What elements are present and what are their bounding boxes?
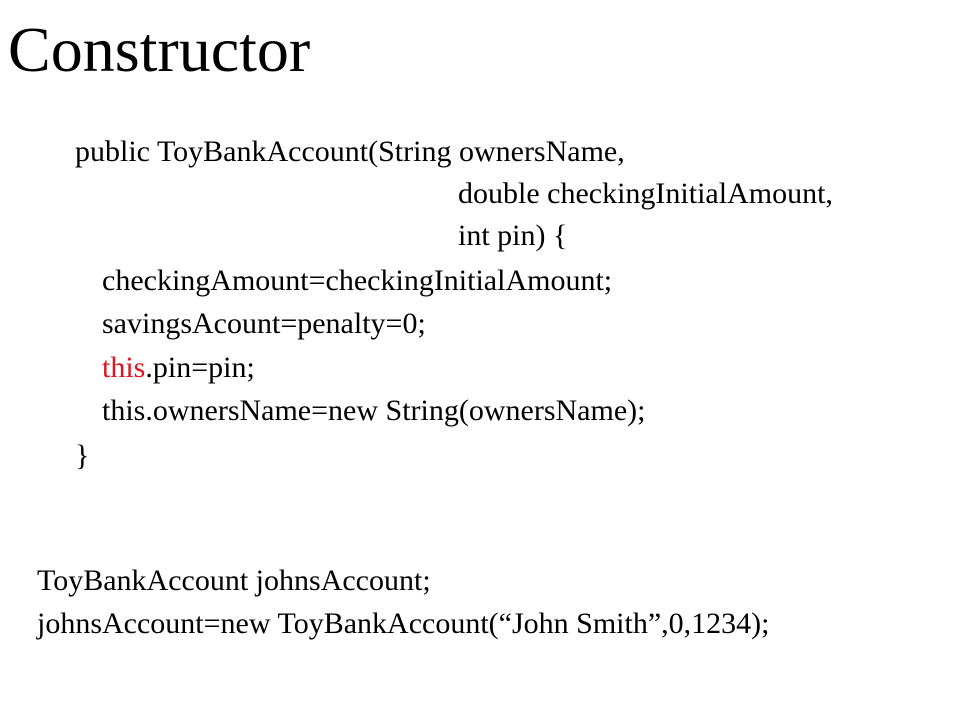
usage-line-instantiation: johnsAccount=new ToyBankAccount(“John Smith”,0,1234); <box>37 607 770 640</box>
code-line-param-pin: int pin) { <box>458 219 568 252</box>
code-line-signature: public ToyBankAccount(String ownersName, <box>75 135 625 168</box>
code-line-closing-brace: } <box>75 439 90 472</box>
code-line-name-assign: this.ownersName=new String(ownersName); <box>102 394 646 427</box>
pin-assign-rest: .pin=pin; <box>145 351 255 384</box>
this-keyword: this <box>102 351 146 384</box>
code-line-savings-assign: savingsAcount=penalty=0; <box>102 307 426 340</box>
code-line-pin-assign <box>102 350 255 386</box>
code-line-checking-assign: checkingAmount=checkingInitialAmount; <box>102 264 613 297</box>
code-line-param-amount: double checkingInitialAmount, <box>458 177 833 210</box>
slide-title: Constructor <box>8 14 311 85</box>
usage-line-declaration: ToyBankAccount johnsAccount; <box>37 564 431 597</box>
